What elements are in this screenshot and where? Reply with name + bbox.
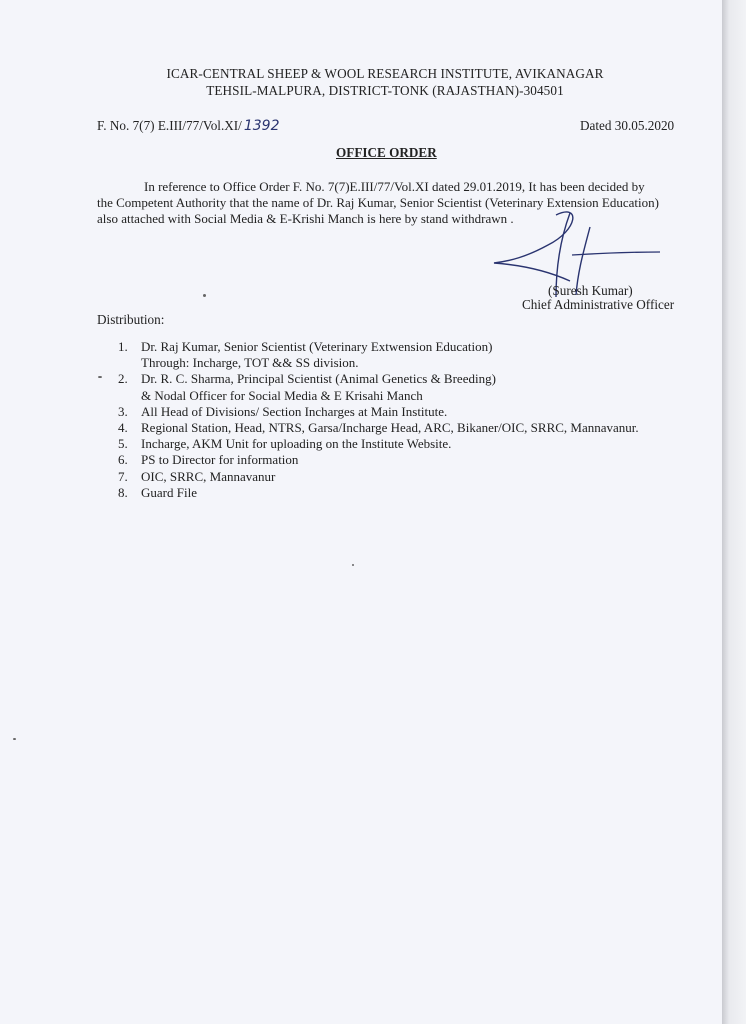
list-item-text: OIC, SRRC, Mannavanur bbox=[141, 468, 276, 484]
list-item bbox=[118, 452, 639, 468]
institute-name: ICAR-CENTRAL SHEEP & WOOL RESEARCH INSTITUTE, AVIKANAGAR bbox=[166, 66, 604, 81]
list-item bbox=[118, 436, 639, 452]
list-item bbox=[118, 404, 639, 420]
page-edge bbox=[722, 0, 746, 1024]
list-item bbox=[118, 469, 639, 485]
signatory-designation: Chief Administrative Officer bbox=[522, 297, 675, 312]
scan-speck bbox=[352, 564, 354, 566]
list-item-text: PS to Director for information bbox=[141, 452, 299, 468]
list-item-number: 6. bbox=[118, 452, 128, 468]
list-item-text: Incharge, AKM Unit for uploading on the Institute Website. bbox=[141, 436, 452, 452]
scan-speck bbox=[98, 376, 102, 378]
page-title: OFFICE ORDER bbox=[336, 145, 437, 160]
list-item-number: 8. bbox=[118, 484, 128, 500]
list-item-text: Regional Station, Head, NTRS, Garsa/Incharge Head, ARC, Bikaner/OIC, SRRC, Mannavanur. bbox=[141, 420, 639, 436]
scan-speck bbox=[13, 738, 16, 740]
handwritten-number: 1392 bbox=[243, 118, 280, 134]
body-line-2: the Competent Authority that the name of Dr. Raj Kumar, Senior Scientist (Veterinary Extension Education) bbox=[97, 195, 659, 210]
list-item bbox=[118, 339, 639, 371]
distribution-label: Distribution: bbox=[97, 312, 165, 327]
body-line-1: In reference to Office Order F. No. 7(7)E.III/77/Vol.XI dated 29.01.2019, It has been decided by bbox=[144, 179, 645, 194]
list-item bbox=[118, 420, 639, 436]
institute-address: TEHSIL-MALPURA, DISTRICT-TONK (RAJASTHAN)-304501 bbox=[206, 83, 564, 98]
list-item-number: 7. bbox=[118, 468, 128, 484]
body-line-3: also attached with Social Media & E-Krishi Manch is here by stand withdrawn . bbox=[97, 211, 514, 226]
list-item-text: All Head of Divisions/ Section Incharges at Main Institute. bbox=[141, 403, 448, 419]
list-item-text: & Nodal Officer for Social Media & E Krisahi Manch bbox=[141, 387, 423, 403]
file-number bbox=[97, 118, 280, 134]
list-item-number: 4. bbox=[118, 420, 128, 436]
order-date: Dated 30.05.2020 bbox=[580, 118, 675, 133]
scan-speck bbox=[203, 294, 206, 297]
distribution-list bbox=[118, 339, 639, 501]
signatory-name: (Suresh Kumar) bbox=[548, 283, 633, 298]
list-item-number: 3. bbox=[118, 403, 128, 419]
list-item-number: 2. bbox=[118, 371, 128, 387]
list-item-number: 1. bbox=[118, 339, 128, 354]
list-item-number: 5. bbox=[118, 436, 128, 452]
list-item-text: Through: Incharge, TOT && SS division. bbox=[141, 355, 359, 371]
list-item-text: Guard File bbox=[141, 484, 197, 500]
file-number-text: F. No. 7(7) E.III/77/Vol.XI/ bbox=[97, 118, 242, 133]
list-item bbox=[118, 371, 639, 403]
list-item-text: Dr. Raj Kumar, Senior Scientist (Veterinary Extwension Education) bbox=[141, 339, 493, 354]
list-item bbox=[118, 485, 639, 501]
list-item-text: Dr. R. C. Sharma, Principal Scientist (Animal Genetics & Breeding) bbox=[141, 371, 496, 387]
